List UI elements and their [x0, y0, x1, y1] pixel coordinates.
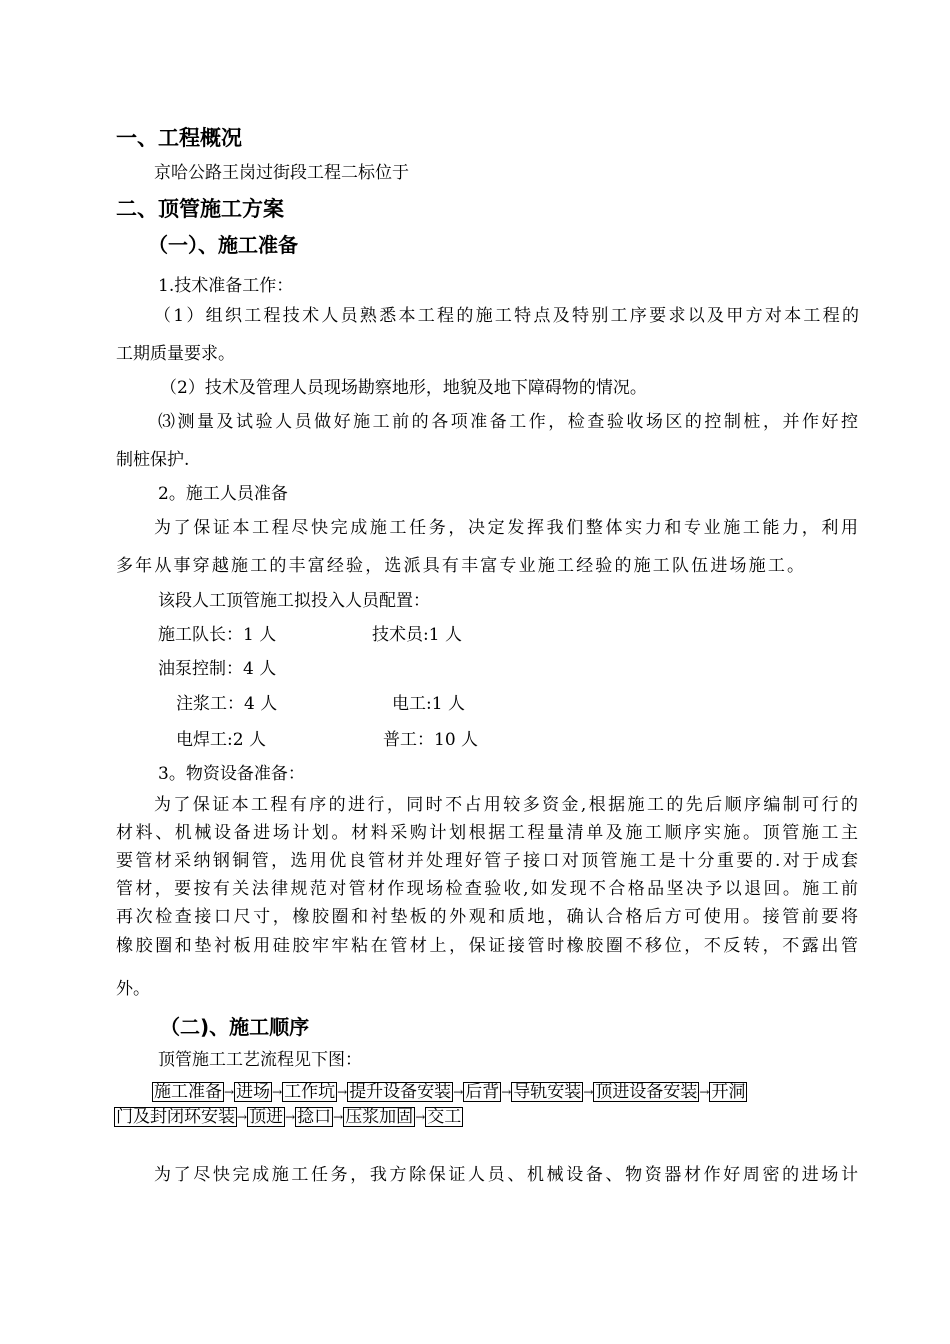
staff-pump: 油泵控制：4 人 — [158, 659, 277, 679]
flow-arrow: → — [333, 1110, 344, 1124]
item-title-staff: 2。施工人员准备 — [158, 484, 288, 504]
flow-arrow: → — [415, 1110, 426, 1124]
staff-leader: 施工队长：1 人 — [158, 625, 277, 645]
staff-electrician: 电工:1 人 — [392, 694, 465, 714]
flow-arrow: → — [237, 1110, 248, 1124]
flow-intro: 顶管施工工艺流程见下图： — [158, 1050, 362, 1070]
process-flow-row-1 — [152, 1082, 747, 1102]
flow-step: 顶进 — [249, 1107, 284, 1127]
item-title-technical: 1.技术准备工作： — [158, 276, 294, 296]
staff-intro: 该段人工顶管施工拟投入人员配置： — [158, 591, 430, 611]
staff-grout: 注浆工：4 人 — [176, 694, 278, 714]
section-heading-overview: 一、工程概况 — [116, 126, 242, 150]
flow-arrow: → — [272, 1085, 283, 1099]
flow-step: 施工准备 — [154, 1082, 222, 1102]
paragraph-line: 要管材采纳钢铜管，选用优良管材并处理好管子接口对顶管施工是十分重要的.对于成套 — [116, 851, 858, 871]
paragraph-line: 外。 — [116, 979, 150, 999]
flow-step: 交工 — [427, 1107, 462, 1127]
paragraph-line: 材料、机械设备进场计划。材料采购计划根据工程量清单及施工顺序实施。顶管施工主 — [116, 823, 858, 843]
item-title-materials: 3。物资设备准备： — [158, 764, 305, 784]
flow-arrow: → — [224, 1085, 235, 1099]
process-flow-row-2 — [114, 1107, 463, 1127]
paragraph-line: 再次检查接口尺寸，橡胶圈和衬垫板的外观和质地，确认合格后方可使用。接管前要将 — [116, 907, 858, 927]
flow-arrow: → — [501, 1085, 512, 1099]
subsection-heading-preparation: （一）、施工准备 — [148, 233, 298, 257]
paragraph-line: （2）技术及管理人员现场勘察地形，地貌及地下障碍物的情况。 — [160, 378, 647, 398]
flow-step: 工作坑 — [284, 1082, 336, 1102]
flow-arrow: → — [337, 1085, 348, 1099]
staff-technician: 技术员:1 人 — [372, 625, 462, 645]
flow-step: 导轨安装 — [513, 1082, 582, 1102]
subsection-heading-sequence: （二)、施工顺序 — [160, 1015, 310, 1039]
flow-step: 开洞 — [711, 1082, 746, 1102]
paragraph-line: 管材，要按有关法律规范对管材作现场检查验收,如发现不合格品坚决予以退回。施工前 — [116, 879, 858, 899]
paragraph-line: 制桩保护. — [116, 450, 190, 470]
flow-step: 捻口 — [297, 1107, 332, 1127]
staff-welder: 电焊工:2 人 — [176, 730, 266, 750]
paragraph-line: 为了保证本工程有序的进行，同时不占用较多资金,根据施工的先后顺序编制可行的 — [154, 795, 858, 815]
flow-arrow: → — [453, 1085, 464, 1099]
paragraph-line: 工期质量要求。 — [116, 344, 235, 364]
flow-step: 进场 — [236, 1082, 271, 1102]
flow-step: 压浆加固 — [345, 1107, 414, 1127]
flow-step: 顶进设备安装 — [595, 1082, 698, 1102]
section-heading-plan: 二、顶管施工方案 — [116, 197, 284, 221]
paragraph-line: （1）组织工程技术人员熟悉本工程的施工特点及特别工序要求以及甲方对本工程的 — [154, 306, 859, 326]
flow-step: 后背 — [465, 1082, 500, 1102]
paragraph-line: 为了保证本工程尽快完成施工任务，决定发挥我们整体实力和专业施工能力，利用 — [154, 518, 858, 538]
flow-step: 门及封闭环安装 — [116, 1107, 235, 1127]
paragraph-line: 橡胶圈和垫衬板用硅胶牢牢粘在管材上，保证接管时橡胶圈不移位，不反转，不露出管 — [116, 936, 858, 956]
staff-laborer: 普工：10 人 — [383, 730, 479, 750]
paragraph-line: 多年从事穿越施工的丰富经验，选派具有丰富专业施工经验的施工队伍进场施工。 — [116, 556, 804, 576]
paragraph-line: 为了尽快完成施工任务，我方除保证人员、机械设备、物资器材作好周密的进场计 — [154, 1165, 858, 1185]
flow-step: 提升设备安装 — [349, 1082, 452, 1102]
paragraph-line: ⑶测量及试验人员做好施工前的各项准备工作，检查验收场区的控制桩，并作好控 — [158, 412, 858, 432]
flow-arrow: → — [285, 1110, 296, 1124]
flow-arrow: → — [583, 1085, 594, 1099]
flow-arrow: → — [699, 1085, 710, 1099]
overview-text: 京哈公路王岗过街段工程二标位于 — [154, 163, 409, 183]
